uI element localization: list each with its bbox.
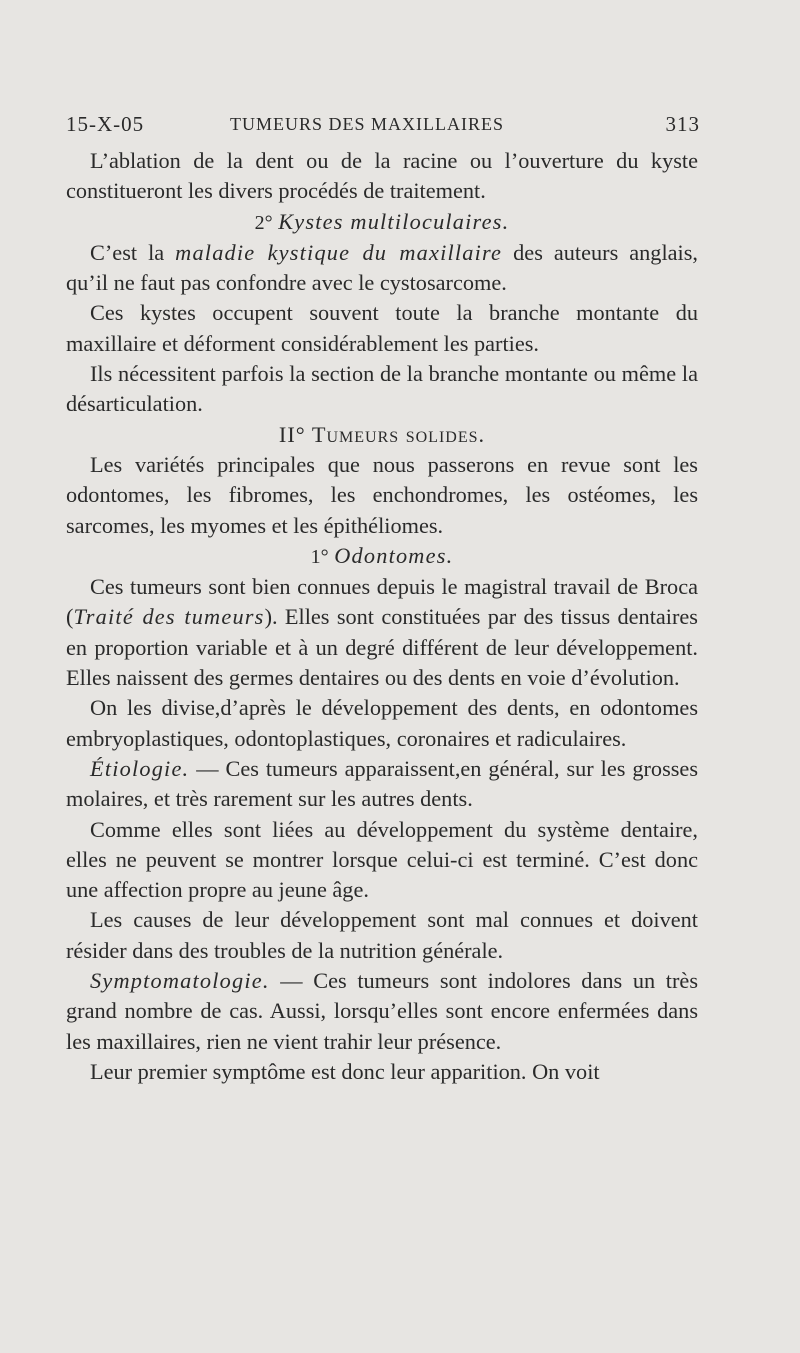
paragraph: L’ablation de la dent ou de la racine ou l’ouverture du kyste constitueront les divers procédés de traitement. bbox=[66, 148, 698, 204]
heading-number: 1° bbox=[310, 545, 329, 568]
paragraph: Comme elles sont liées au développement du système dentaire, elles ne peuvent se montrer lorsque celui-ci est terminé. C’est donc une affection propre au jeune âge. bbox=[66, 816, 698, 903]
text-run: Ces tumeurs sont bien connues depuis le magistral travail de Broca ( bbox=[66, 574, 698, 630]
paragraph: On les divise,d’après le développement des dents, en odontomes embryoplastiques, odontoplastiques, coronaires et radiculaires. bbox=[66, 695, 698, 751]
text-run: — Ces tumeurs sont indolores dans un très grand nombre de cas. Aussi, lorsqu’elles sont encore enfermées dans les maxillaires, rien ne vient trahir leur présence. bbox=[66, 968, 698, 1054]
paragraph bbox=[66, 238, 698, 299]
text-run: — Ces tumeurs apparaissent,en général, sur les grosses molaires, et très rarement sur les autres dents. bbox=[66, 755, 698, 812]
paragraph: Les causes de leur développement sont mal connues et doivent résider dans des troubles de la nutrition générale. bbox=[66, 907, 698, 963]
paragraph bbox=[66, 754, 698, 815]
section-heading-odontomes bbox=[66, 541, 698, 572]
text-run: C’est la bbox=[90, 239, 176, 265]
heading-text: Kystes multiloculaires. bbox=[278, 208, 510, 234]
paragraph: Leur premier symptôme est donc leur apparition. On voit bbox=[90, 1058, 600, 1084]
italic-run: Étiologie. bbox=[90, 755, 190, 781]
text-run: des auteurs anglais, qu’il ne faut pas confondre avec le cystosarcome. bbox=[66, 239, 698, 296]
header-date: 15-X-05 bbox=[66, 112, 145, 136]
section-heading-kystes bbox=[66, 207, 698, 238]
paragraph bbox=[66, 572, 698, 693]
heading-text: II° Tumeurs solides. bbox=[278, 421, 486, 447]
italic-run: Symptomatologie. bbox=[90, 968, 270, 994]
paragraph: Les variétés principales que nous passerons en revue sont les odontomes, les fibromes, les enchondromes, les ostéomes, les sarcomes, les myomes et les épithéliomes. bbox=[66, 451, 698, 538]
page-number: 313 bbox=[665, 112, 700, 136]
paragraph: Ils nécessitent parfois la section de la branche montante ou même la désarticulation. bbox=[66, 361, 698, 417]
running-header bbox=[66, 112, 700, 146]
italic-run: maladie kystique du maxillaire bbox=[175, 239, 503, 265]
section-heading-solides bbox=[66, 420, 698, 450]
italic-run: Traité des tumeurs bbox=[73, 604, 265, 630]
page-body bbox=[66, 146, 698, 1087]
text-run: ). Elles sont constituées par des tissus dentaires en proportion variable et à un degré différent de leur développement. Elles naissent des germes dentaires ou des dents en voie d’évolution. bbox=[66, 604, 698, 691]
heading-number: 2° bbox=[254, 211, 273, 234]
paragraph: Ces kystes occupent souvent toute la branche montante du maxillaire et déforment considérablement les parties. bbox=[66, 300, 698, 356]
header-title: TUMEURS DES MAXILLAIRES bbox=[230, 114, 505, 134]
paragraph bbox=[66, 966, 698, 1057]
heading-text: Odontomes. bbox=[334, 542, 454, 568]
